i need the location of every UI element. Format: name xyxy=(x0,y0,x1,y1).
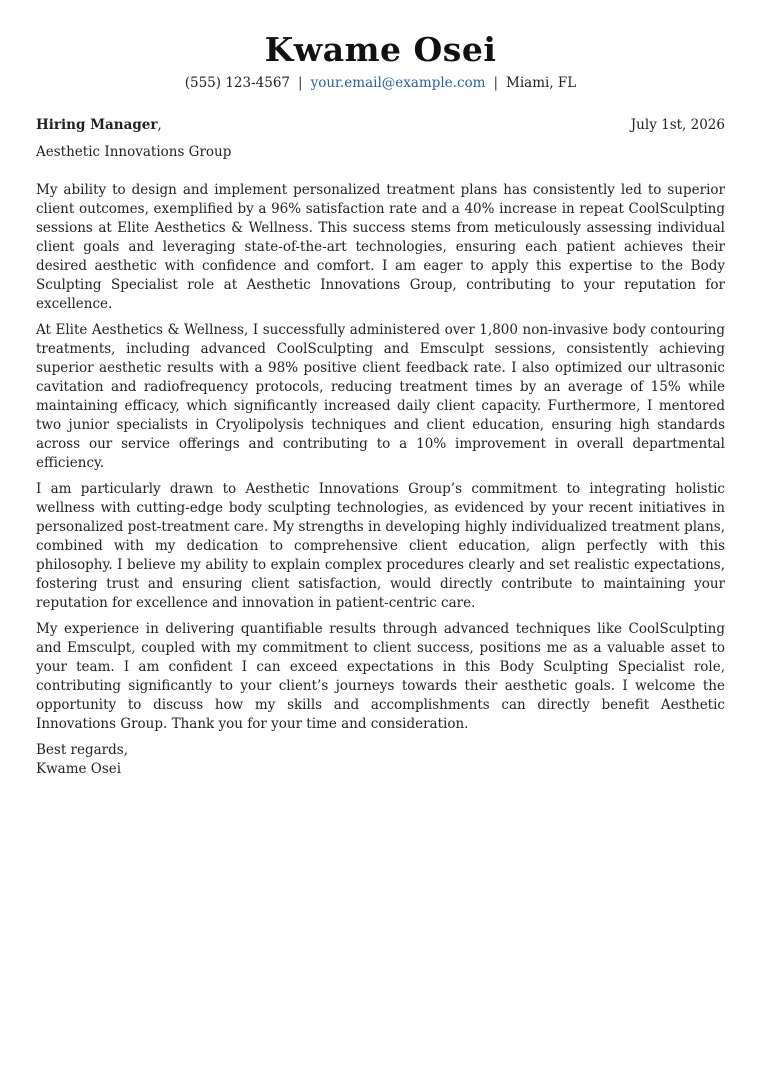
applicant-name: Kwame Osei xyxy=(264,30,497,69)
recipient-title: Hiring Manager xyxy=(36,117,158,133)
letter-date: July 1st, 2026 xyxy=(630,117,725,133)
body-paragraph: My ability to design and implement personalized treatment plans has consistently led to superior client outcomes, exemplified by a 96% satisfaction rate and a 40% increase in repeat CoolSculpting sessions at Elite Aesthetics & Wellness. This success stems from meticulously assessing individual client goals and leveraging state-of-the-art technologies, ensuring each patient achieves their desired aesthetic with confidence and comfort. I am eager to apply this expertise to the Body Sculpting Specialist role at Aesthetic Innovations Group, contributing to your reputation for excellence. xyxy=(36,182,725,312)
body-paragraph: At Elite Aesthetics & Wellness, I successfully administered over 1,800 non-invasive body contouring treatments, including advanced CoolSculpting and Emsculpt sessions, consistently achieving superior aesthetic results with a 98% positive client feedback rate. I also optimized our ultrasonic cavitation and radiofrequency protocols, reducing treatment times by an average of 15% while maintaining efficacy, which significantly increased daily client capacity. Furthermore, I mentored two junior specialists in Cryolipolysis techniques and client education, ensuring high standards across our service offerings and contributing to a 10% improvement in overall departmental efficiency. xyxy=(36,322,725,471)
signature-name: Kwame Osei xyxy=(36,761,122,777)
contact-separator: | xyxy=(493,75,499,91)
recipient-title-wrap xyxy=(36,116,162,134)
location: Miami, FL xyxy=(506,75,577,91)
recipient-row xyxy=(36,116,725,134)
letter-body xyxy=(36,181,725,734)
contact-separator: | xyxy=(298,75,303,91)
email-link[interactable]: your.email@example.com xyxy=(310,75,486,91)
recipient-title-punct: , xyxy=(157,117,162,133)
body-paragraph: I am particularly drawn to Aesthetic Innovations Group’s commitment to integrating holistic wellness with cutting-edge body sculpting technologies, as evidenced by your recent initiatives in personalized post-treatment care. My strengths in developing highly individualized treatment plans, combined with my dedication to comprehensive client education, align perfectly with this philosophy. I believe my ability to explain complex procedures clearly and set realistic expectations, fostering trust and ensuring client satisfaction, would directly contribute to maintaining your reputation for excellence and innovation in patient-centric care. xyxy=(36,481,725,611)
letter-closing xyxy=(36,741,725,779)
cover-letter-page xyxy=(36,0,725,779)
recipient-company: Aesthetic Innovations Group xyxy=(36,144,232,160)
closing-salutation: Best regards, xyxy=(36,742,129,758)
body-paragraph: My experience in delivering quantifiable results through advanced techniques like CoolSculpting and Emsculpt, coupled with my commitment to client success, positions me as a valuable asset to your team. I am confident I can exceed expectations in this Body Sculpting Specialist role, contributing significantly to your client’s journeys towards their aesthetic goals. I welcome the opportunity to discuss how my skills and accomplishments can directly benefit Aesthetic Innovations Group. Thank you for your time and consideration. xyxy=(36,621,725,732)
contact-line xyxy=(36,74,725,92)
phone-number: (555) 123-4567 xyxy=(184,75,291,91)
